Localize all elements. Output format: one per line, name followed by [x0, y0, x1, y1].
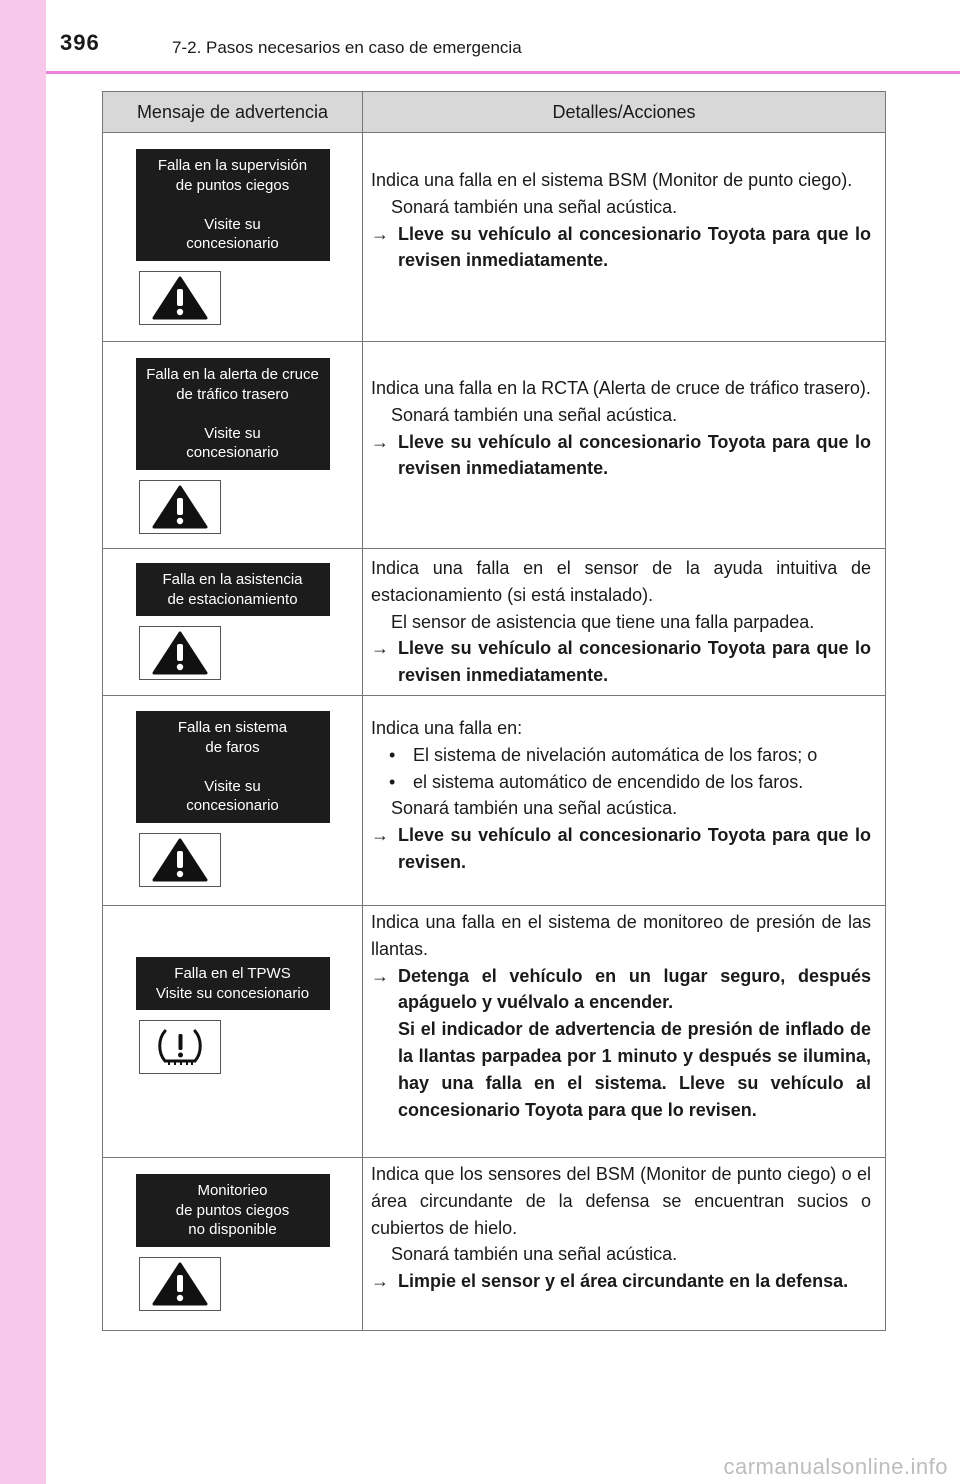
detail-note: Sonará también una señal acústica. [391, 404, 678, 425]
display-line-gap [136, 404, 330, 424]
action-line [371, 429, 871, 483]
warning-triangle-icon [139, 1257, 221, 1311]
arrow-icon: → [371, 965, 389, 986]
display-line: Falla en sistema [177, 719, 288, 736]
detail-intro: Indica una falla en: [371, 718, 523, 738]
detail-note: Sonará también una señal acústica. [391, 196, 678, 217]
action-text: Limpie el sensor y el área circundante en la defensa. [398, 1271, 849, 1292]
warning-triangle-icon [139, 480, 221, 534]
section-title: 7-2. Pasos necesarios en caso de emergencia [172, 38, 522, 57]
display-line: concesionario [186, 797, 279, 814]
arrow-icon: → [371, 431, 389, 452]
detail-intro: Indica una falla en el sistema BSM (Monitor de punto ciego). [371, 170, 853, 190]
warning-messages-table [102, 91, 886, 1331]
display-line: Visite su [204, 215, 261, 233]
display-line: de estacionamiento [167, 590, 298, 608]
table-header-row [103, 92, 886, 133]
display-line-gap [136, 757, 330, 777]
bullet-text: El sistema de nivelación automática de los faros; o [413, 744, 818, 765]
header-divider [46, 71, 960, 74]
arrow-icon: → [371, 638, 389, 659]
bullet-icon: • [389, 744, 396, 765]
display-line: Visite su [204, 424, 261, 442]
message-cell [103, 696, 363, 906]
action-text-group [398, 963, 871, 1124]
details-cell [363, 133, 886, 342]
detail-intro: Indica que los sensores del BSM (Monitor de punto ciego) o el área circundante de la defensa se encuentran sucios o cubiertos de hielo. [371, 1164, 871, 1238]
detail-intro: Indica una falla en el sensor de la ayuda intuitiva de estacionamiento (si está instalado). [371, 558, 871, 605]
table-row [103, 1158, 886, 1331]
arrow-icon: → [371, 223, 389, 244]
detail-intro: Indica una falla en la RCTA (Alerta de cruce de tráfico trasero). [371, 378, 871, 398]
detail-note: Sonará también una señal acústica. [391, 1244, 678, 1265]
message-cell [103, 342, 363, 549]
display-message [136, 358, 330, 470]
display-line: Visite su concesionario [155, 984, 310, 1002]
details-cell [363, 549, 886, 696]
action-text-continued: Si el indicador de advertencia de presión de inflado de la llantas parpadea por 1 minuto y después se ilumina, hay una falla en el sistema. Lleve su vehículo al concesionario Toyota para que lo revisen. [398, 1019, 871, 1120]
action-line [371, 1268, 871, 1295]
display-line: Falla en la supervisión [157, 157, 308, 174]
action-text: Lleve su vehículo al concesionario Toyota para que lo revisen inmediatamente. [398, 223, 871, 271]
display-line: Falla en la alerta de cruce [146, 366, 319, 383]
message-cell [103, 133, 363, 342]
table-row [103, 342, 886, 549]
column-header-message: Mensaje de advertencia [103, 92, 363, 133]
bullet-icon: • [389, 771, 396, 792]
watermark-text: carmanualsonline.info [723, 1454, 948, 1479]
action-line [371, 822, 871, 876]
display-message [136, 563, 330, 616]
display-line: de puntos ciegos [175, 1201, 290, 1219]
arrow-icon: → [371, 1271, 389, 1292]
display-line: no disponible [188, 1221, 277, 1238]
message-cell [103, 906, 363, 1158]
action-text: Lleve su vehículo al concesionario Toyota para que lo revisen inmediatamente. [398, 431, 871, 479]
detail-intro: Indica una falla en el sistema de monitoreo de presión de las llantas. [371, 912, 871, 959]
display-message [136, 149, 330, 261]
action-text: Lleve su vehículo al concesionario Toyota para que lo revisen inmediatamente. [398, 638, 871, 686]
table-row [103, 133, 886, 342]
display-line: concesionario [186, 235, 279, 252]
display-message [136, 1174, 330, 1247]
warning-triangle-icon [139, 271, 221, 325]
page-number: 396 [60, 30, 100, 55]
action-text: Lleve su vehículo al concesionario Toyota para que lo revisen. [398, 825, 871, 872]
action-line [371, 635, 871, 689]
details-cell [363, 696, 886, 906]
display-line: de faros [205, 738, 260, 756]
warning-triangle-icon [139, 833, 221, 887]
page-side-tab [0, 0, 46, 1484]
table-row [103, 696, 886, 906]
display-line-gap [136, 195, 330, 215]
detail-note: Sonará también una señal acústica. [391, 798, 678, 819]
display-line: Visite su [204, 777, 261, 795]
column-header-details: Detalles/Acciones [363, 92, 886, 133]
action-line [371, 963, 871, 1124]
display-line: Monitorieo [197, 1182, 268, 1199]
display-line: de tráfico trasero [176, 385, 289, 403]
tire-pressure-warning-icon [139, 1020, 221, 1074]
action-text: Detenga el vehículo en un lugar seguro, después apáguelo y vuélvalo a encender. [398, 965, 871, 1013]
bullet-text: el sistema automático de encendido de los faros. [413, 771, 804, 792]
display-line: Falla en la asistencia [162, 571, 303, 588]
display-message [136, 957, 330, 1010]
action-line [371, 221, 871, 275]
arrow-icon: → [371, 825, 389, 846]
table-row [103, 906, 886, 1158]
display-line: Falla en el TPWS [174, 965, 291, 982]
message-cell [103, 1158, 363, 1331]
message-cell [103, 549, 363, 696]
display-line: concesionario [186, 444, 279, 461]
bullet-item [371, 769, 871, 796]
bullet-item [371, 742, 871, 769]
display-line: de puntos ciegos [175, 176, 290, 194]
details-cell [363, 906, 886, 1158]
table-row [103, 549, 886, 696]
detail-note: El sensor de asistencia que tiene una falla parpadea. [391, 611, 815, 632]
warning-triangle-icon [139, 626, 221, 680]
details-cell [363, 1158, 886, 1331]
details-cell [363, 342, 886, 549]
display-message [136, 711, 330, 823]
